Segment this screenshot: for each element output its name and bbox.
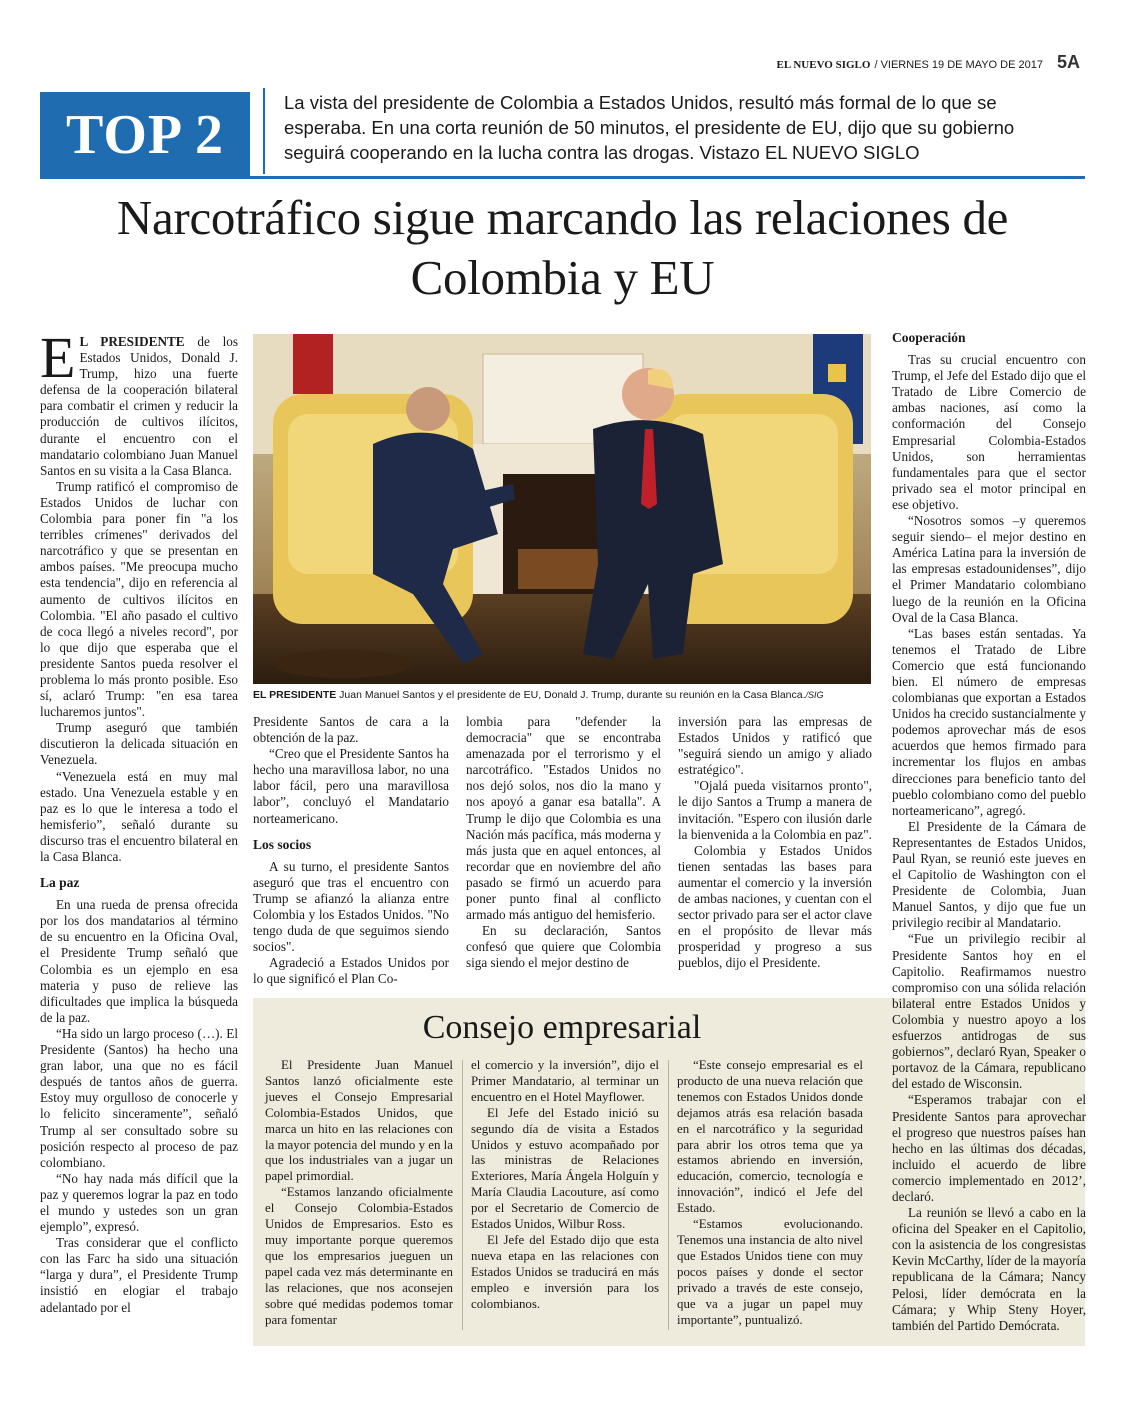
paragraph: La reunión se llevó a cabo en la oficina del Speaker en el Capitolio, con la asistencia de los congresistas Kevin McCarthy, líder de la mayoría republicana de la Cámara; Nancy Pelosi, líder demócrata en la Cámara; y Whip Steny Hoyer, también del Partido Demócrata. [892, 1205, 1086, 1333]
column-divider [668, 1060, 669, 1330]
photo-caption [253, 688, 871, 702]
headline: Narcotráfico sigue marcando las relaciones de Colombia y EU [116, 190, 1009, 305]
paragraph: inversión para las empresas de Estados Unidos y ratificó que "seguirá siendo un amigo y aliado estratégico". [678, 714, 872, 778]
paragraph: En su declaración, Santos confesó que quiere que Colombia siga siendo el mejor destino de [466, 923, 661, 971]
page-number: 5A [1056, 52, 1080, 72]
paragraph: Presidente Santos de cara a la obtención de la paz. [253, 714, 449, 746]
paragraph: “Fue un privilegio recibir al Presidente Santos hoy en el Capitolio. Reafirmamos nuestro compromiso con una sólida relación bilateral entre Estados Unidos y Colombia y nuestro apoyo a los esfuerzos antidrogas de sus gobiernos”, declaró Ryan, Speaker o portavoz de la Cámara, republicano del estado de Wisconsin. [892, 931, 1086, 1092]
subhead-cooperacion: Cooperación [892, 330, 966, 345]
article-column-1 [40, 325, 238, 1316]
paragraph: “Nosotros somos –y queremos seguir siendo– el mejor destino en América Latina para la inversión de las empresas estadounidenses”, dijo el Primer Mandatario colombiano luego de la reunión en la Oficina Oval de la Casa Blanca. [892, 513, 1086, 625]
column-divider [462, 1060, 463, 1330]
paragraph: A su turno, el presidente Santos aseguró que tras el encuentro con Trump se afianzó la alianza entre Colombia y los Estados Unidos. "No tengo duda de que seguimos siendo socios". [253, 858, 449, 955]
paragraph: Tras su crucial encuentro con Trump, el Jefe del Estado dijo que el Tratado de Libre Comercio de ambas naciones, así como la conformación del Consejo Empresarial Colombia-Estados Unidos, son herramientas fundamentales para que el sector privado sea el motor principal en ese objetivo. [892, 352, 1086, 512]
paragraph: Agradeció a Estados Unidos por lo que significó el Plan Co- [253, 955, 449, 987]
paragraph: “Estamos lanzando oficialmente el Consejo Colombia-Estados Unidos de Empresarios. Esto es muy importante porque queremos que los empresarios jueguen un papel cada vez más determinante en las relaciones, que nos aconsejen sobre qué medidas podemos tomar para fomentar [265, 1185, 453, 1327]
paragraph: Tras considerar que el conflicto con las Farc ha sido una situación “larga y dura”, el Presidente Trump insistió en elogiar el trabajo adelantado por el [40, 1235, 238, 1315]
paragraph: En una rueda de prensa ofrecida por los dos mandatarios al término de su encuentro en la Oficina Oval, el Presidente Trump señaló que Colombia es un ejemplo en esa materia y puso de relieve las dificultades que implica la búsqueda de la paz. [40, 897, 238, 1025]
news-photo [253, 334, 871, 684]
top-label: TOP 2 [65, 104, 224, 166]
paragraph: El Jefe del Estado dijo que esta nueva etapa en las relaciones con Estados Unidos se traducirá en más empleo e inversión para los colombianos. [471, 1232, 659, 1311]
sidebar-column-1 [265, 1058, 453, 1328]
paragraph: El Presidente Juan Manuel Santos lanzó oficialmente este jueves el Consejo Empresarial Colombia-Estados Unidos, que marca un hito en las relaciones con la mayor potencia del mundo y en la que los industriales van a jugar un papel primordial. [265, 1058, 453, 1184]
caption-text: Juan Manuel Santos y el presidente de EU, Donald J. Trump, durante su reunión en la Casa Blanca. [336, 689, 806, 701]
top-label-box [40, 92, 250, 178]
photo-illustration [253, 334, 871, 684]
paragraph: El Jefe del Estado inició su segundo día de visita a Estados Unidos y estuvo acompañado por las ministras de Relaciones Exteriores, María Ángela Holguín y María Claudia Lacouture, así como por el Secretario de Comercio de Estados Unidos, Wilbur Ross. [471, 1105, 659, 1232]
paragraph: “Venezuela está en muy mal estado. Una Venezuela estable y en paz es lo que le interesa a todo el hemisferio”, señaló durante su discurso tras el encuentro bilateral en la Casa Blanca. [40, 768, 238, 864]
paragraph: “Creo que el Presidente Santos ha hecho una maravillosa labor, no una labor fácil, pero una maravillosa labor”, concluyó el Mandatario norteamericano. [253, 746, 449, 826]
intro-text: La vista del presidente de Colombia a Estados Unidos, resultó más formal de lo que se esperaba. En una corta reunión de 50 minutos, el presidente de EU, dijo que su gobierno seguirá cooperando en la lucha contra las drogas. Vistazo EL NUEVO SIGLO [284, 92, 1015, 163]
paragraph: “Estamos evolucionando. Tenemos una instancia de alto nivel que Estados Unidos tiene con muy pocos países y donde el sector privado a través de este consejo, que va a jugar un papel muy importante”, puntualizó. [677, 1217, 863, 1327]
paragraph: Trump ratificó el compromiso de Estados Unidos de luchar con Colombia para poner fin "a los terribles crímenes" derivados del narcotráfico y que se presentan en ambos países. "Me preocupa mucho esta tendencia", dijo en referencia al aumento de cultivos ilícitos en Colombia. "El año pasado el cultivo de coca llegó a niveles record", por lo que dijo que esperaba que el presidente Santos pueda resolver el problema lo más pronto posible. Eso sí, aclaró Trump: "en esa tarea lucharemos juntos". [40, 478, 238, 720]
lead-paragraph [40, 325, 238, 479]
masthead [777, 52, 1080, 73]
subhead-la-paz: La paz [40, 875, 80, 891]
sidebar-column-2 [471, 1058, 659, 1313]
paragraph: Colombia y Estados Unidos tienen sentadas las bases para aumentar el comercio y la inversión de ambas naciones, y cuentan con el sector privado para ser el actor clave en el propósito de llevar más prosperidad y progreso a sus pueblos, dijo el Presidente. [678, 842, 872, 971]
paragraph: lombia para "defender la democracia" que se encontraba amenazada por el terrorismo y el narcotráfico. "Estados Unidos no nos dejó solos, nos dio la mano y nos apoyó a ganar esa batalla". A Trump le dijo que Colombia es una Nación más pacífica, más moderna y más justa que en aquel entonces, al recordar que en noviembre del año pasado se firmó un acuerdo para poner punto final al conflicto armado más antiguo del hemisferio. [466, 714, 661, 923]
article-column-5 [892, 330, 1086, 1334]
article-column-3 [466, 714, 661, 972]
paragraph: “Ha sido un largo proceso (…). El Presidente (Santos) ha hecho una gran labor, una que no es fácil después de tantos años de guerra. Estoy muy orgulloso de conocerle y lo felicito sinceramente”, señaló Trump al ser consultado sobre su posición respecto al proceso de paz colombiano. [40, 1025, 238, 1170]
paragraph: el comercio y la inversión”, dijo el Primer Mandatario, al terminar un encuentro en el Hotel Mayflower. [471, 1058, 659, 1104]
banner-rule [40, 176, 1085, 179]
banner-divider [263, 88, 265, 174]
issue-date: / VIERNES 19 DE MAYO DE 2017 [874, 59, 1043, 71]
paragraph: “No hay nada más difícil que la paz y queremos lograr la paz en todo el mundo y ustedes son un gran ejemplo”, expresó. [40, 1170, 238, 1235]
paragraph: “Este consejo empresarial es el producto de una nueva relación que tenemos con Estados Unidos donde dejamos atrás esa relación basada en el narcotráfico y la seguridad para abrir los otros tema que ya estamos abriendo en inversión, educación, comercio, tecnología e innovación”, indicó el Jefe del Estado. [677, 1058, 863, 1216]
drop-cap: E [40, 325, 76, 390]
subhead-los-socios: Los socios [253, 836, 312, 852]
photo-credit: /SIG [805, 690, 824, 700]
caption-lead: EL PRESIDENTE [253, 689, 337, 701]
paragraph: “Las bases están sentadas. Ya tenemos el Tratado de Libre Comercio que está funcionando bien. El número de empresas colombianas que exportan a Estados Unidos ha crecido sustancialmente y podemos aprovechar más de esos acuerdos que hemos firmado para incrementar los flujos en ambas direcciones para beneficio tanto del pueblo colombiano como del pueblo norteamericano”, agregó. [892, 625, 1086, 818]
newspaper-name: EL NUEVO SIGLO [776, 59, 871, 71]
article-column-2 [253, 714, 449, 988]
lead-caps: L PRESIDENTE [79, 334, 185, 349]
paragraph: “Esperamos trabajar con el Presidente Santos para aprovechar el progreso que nuestros países han hecho en las últimas dos décadas, incluido el acuerdo de libre comercio implementado en 2012’, declaró. [892, 1092, 1086, 1204]
paragraph: El Presidente de la Cámara de Representantes de Estados Unidos, Paul Ryan, se reunió este jueves en el Capitolio de Washington con el Presidente de Colombia, Juan Manuel Santos, y dijo que fue un privilegio recibir al Mandatario. [892, 818, 1086, 931]
paragraph: Trump aseguró que también discutieron la delicada situación en Venezuela. [40, 720, 238, 768]
sidebar-title: Consejo empresarial [422, 1009, 702, 1046]
article-column-4 [678, 714, 872, 972]
lead-text: de los Estados Unidos, Donald J. Trump, hizo una fuerte defensa de la cooperación bilateral para combatir el crimen y reducir la producción de cultivos ilícitos, durante el encuentro con el mandatario colombiano Juan Manuel Santos en su visita a la Casa Blanca. [40, 334, 238, 478]
sidebar-column-3 [677, 1058, 863, 1328]
paragraph: "Ojalá pueda visitarnos pronto", le dijo Santos a Trump a manera de invitación. "Espero con ilusión darle la bienvenida a la Colombia en paz". [678, 778, 872, 842]
